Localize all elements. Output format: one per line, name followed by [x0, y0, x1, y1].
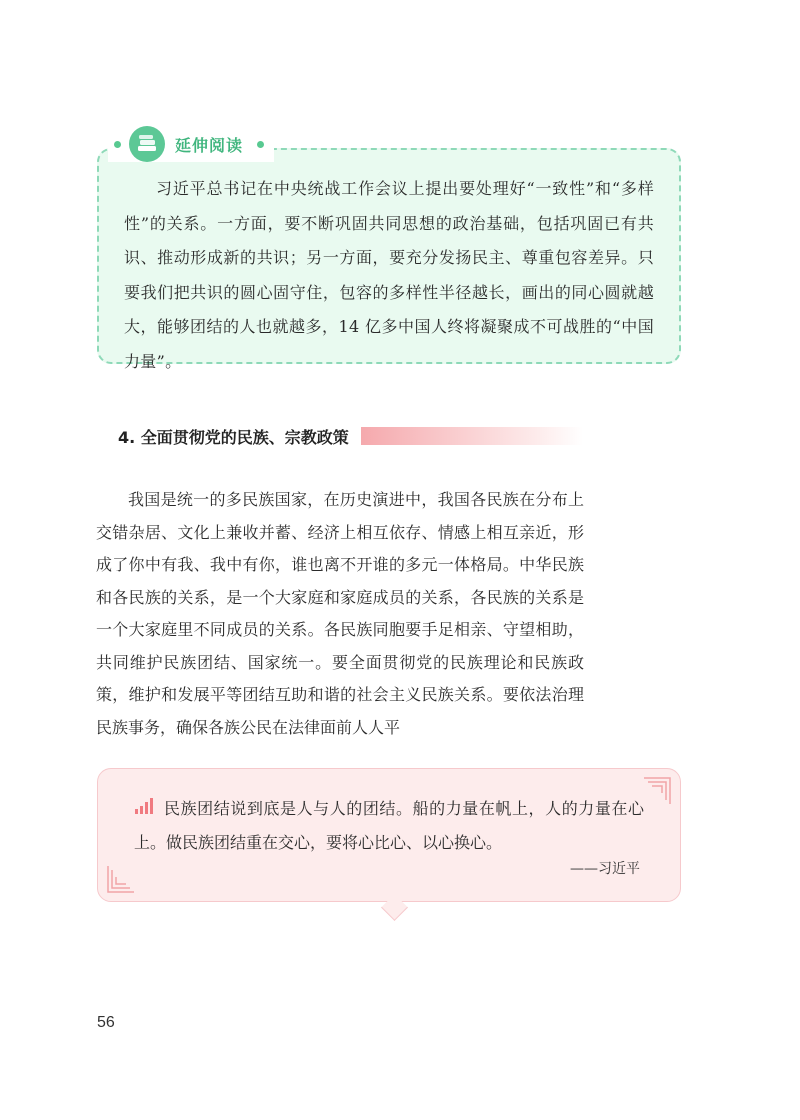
- quote-author: ——习近平: [570, 861, 640, 877]
- section-title: 4. 全面贯彻党的民族、宗教政策: [118, 427, 349, 447]
- section-title-bar: [361, 427, 583, 445]
- header-dot-left-icon: [114, 141, 121, 148]
- section-heading: [118, 424, 583, 448]
- extended-reading-title: 延伸阅读: [175, 135, 244, 155]
- corner-ornament-top-right-icon: [640, 775, 674, 809]
- quote-text: 民族团结说到底是人与人的团结。船的力量在帆上，人的力量在心上。做民族团结重在交心，要将心比心、以心换心。: [134, 799, 644, 852]
- extended-reading-text: 习近平总书记在中央统战工作会议上提出要处理好“一致性”和“多样性”的关系。一方面，要不断巩固共同思想的政治基础，包括巩固已有共识、推动形成新的共识；另一方面，要充分发扬民主、尊重包容差异。只要我们把共识的圆心固守住，包容的多样性半径越长，画出的同心圆就越大，能够团结的人也就越多，14 亿多中国人终将凝聚成不可战胜的“中国力量”。: [124, 179, 654, 371]
- extended-reading-header: [108, 126, 274, 162]
- body-paragraph: 我国是统一的多民族国家，在历史演进中，我国各民族在分布上交错杂居、文化上兼收并蓄、经济上相互依存、情感上相互亲近，形成了你中有我、我中有你，谁也离不开谁的多元一体格局。中华民族和各民族的关系，是一个大家庭和家庭成员的关系，各民族的关系是一个大家庭里不同成员的关系。各民族同胞要手足相亲、守望相助，共同维护民族团结、国家统一。要全面贯彻党的民族理论和民族政策，维护和发展平等团结互助和谐的社会主义民族关系。要依法治理民族事务，确保各族公民在法律面前人人平: [96, 490, 584, 737]
- page-number: 56: [97, 1014, 115, 1031]
- corner-ornament-bottom-left-icon: [104, 861, 138, 895]
- book-stack-icon: [129, 126, 165, 162]
- header-dot-right-icon: [257, 141, 264, 148]
